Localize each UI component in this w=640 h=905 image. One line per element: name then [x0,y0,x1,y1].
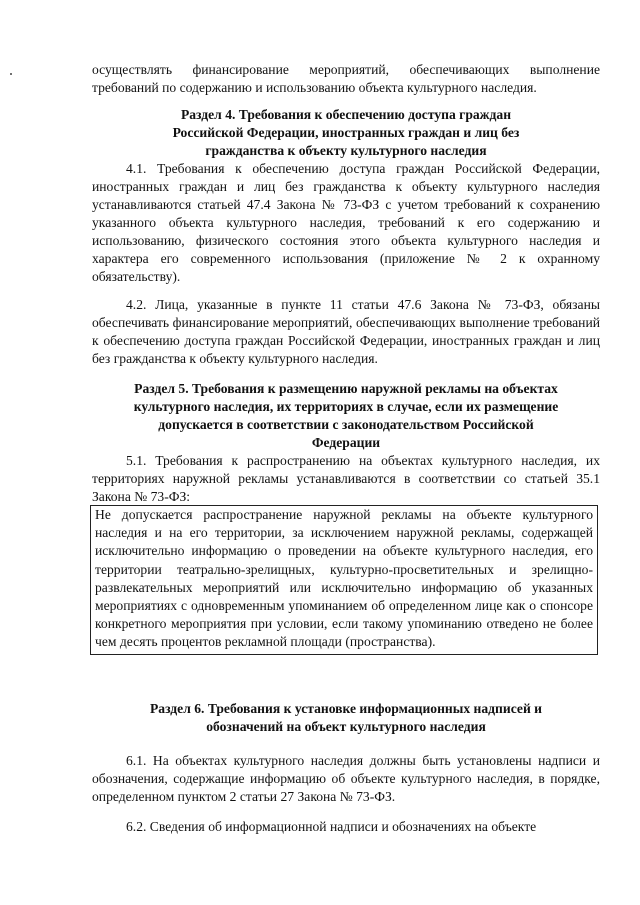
section-4-paragraph-1: 4.1. Требования к обеспечению доступа граждан Российской Федерации, иностранных граждан и лиц без гражданства к объекту культурного наследия устанавливаются статьей 47.4 Закона № 73-ФЗ с учетом требований к сохранению указанного объекта культурного наследия, требований к его содержанию и использованию, физического состояния этого объекта культурного наследия и характера его современного использования (приложение № 2 к охранному обязательству). [92,161,600,284]
intro-paragraph: осуществлять финансирование мероприятий, обеспечивающих выполнение требований по содержанию и использованию объекта культурного наследия. [92,62,600,95]
scan-speck [10,73,12,75]
section-6-heading: Раздел 6. Требования к установке информационных надписей и обозначений на объект культурного наследия [149,701,543,734]
section-5-paragraph-1: 5.1. Требования к распространению на объектах культурного наследия, их территориях наружной рекламы устанавливаются в соответствии со статьей 35.1 Закона № 73-ФЗ: [92,453,600,504]
advertising-rule-box: Не допускается распространение наружной рекламы на объекте культурного наследия и на его территории, за исключением наружной рекламы, содержащей исключительно информацию о проведении на объекте культурного наследия, его территории театрально-зрелищных, культурно-просветительных и зрелищно-развлекательных мероприятий или исключительно информацию об указанных мероприятиях с одновременным упоминанием об определенном лице как о спонсоре конкретного мероприятия при условии, если такому упоминанию отведено не более чем десять процентов рекламной площади (пространства). [90,505,598,655]
section-6-paragraph-1: 6.1. На объектах культурного наследия должны быть установлены надписи и обозначения, содержащие информацию об объекте культурного наследия, в порядке, определенном пунктом 2 статьи 27 Закона № 73-ФЗ. [92,753,600,804]
section-4-paragraph-2: 4.2. Лица, указанные в пункте 11 статьи 47.6 Закона № 73-ФЗ, обязаны обеспечивать финансирование мероприятий, обеспечивающих выполнение требований к обеспечению доступа граждан Российской Федерации, иностранных граждан и лиц без гражданства к объекту культурного наследия. [92,297,600,366]
section-6-paragraph-2: 6.2. Сведения об информационной надписи и обозначениях на объекте [126,819,537,834]
section-4-heading: Раздел 4. Требования к обеспечению доступа граждан Российской Федерации, иностранных граждан и лиц без гражданства к объекту культурного наследия [172,107,520,158]
section-5-heading: Раздел 5. Требования к размещению наружной рекламы на объектах культурного наследия, их территориях в случае, если их размещение допускается в соответствии с законодательством Российской Федерации [133,381,559,450]
